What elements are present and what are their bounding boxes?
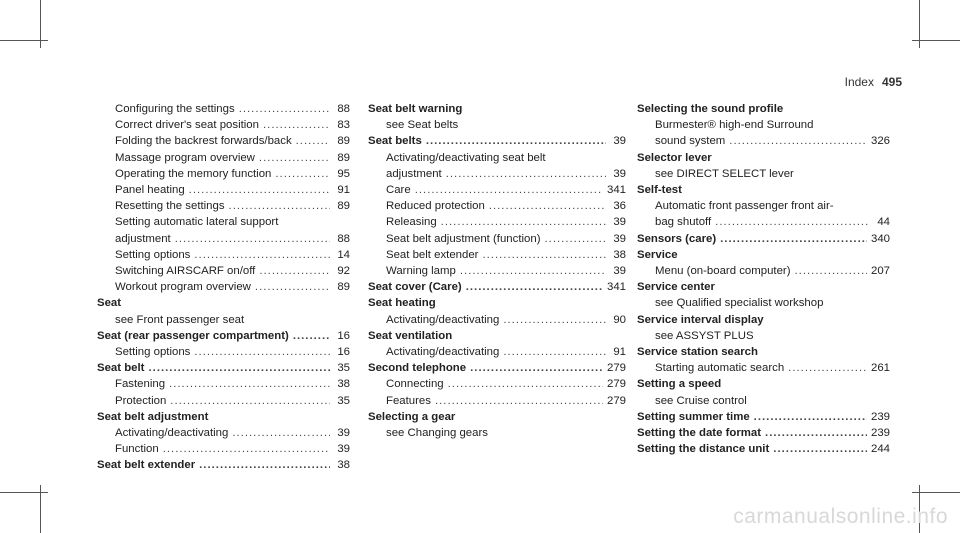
index-subentry [97, 263, 350, 279]
entry-text: Setting options [115, 248, 191, 261]
entry-text: Service interval display [637, 313, 764, 326]
index-subentry [97, 376, 350, 392]
leader-dots [795, 263, 867, 279]
index-heading [368, 409, 626, 425]
index-subentry [637, 295, 890, 311]
index-heading [637, 231, 890, 247]
entry-text: Activating/deactivating [115, 427, 229, 440]
entry-page: 207 [870, 265, 890, 278]
index-subentry [637, 198, 890, 214]
index-subentry [637, 133, 890, 149]
entry-page: 91 [337, 184, 350, 197]
index-subentry [637, 263, 890, 279]
crop-mark [0, 492, 48, 493]
entry-page: 39 [613, 135, 626, 148]
index-heading [97, 409, 350, 425]
index-subentry [97, 441, 350, 457]
entry-text: Seat [97, 297, 122, 310]
entry-page: 83 [337, 119, 350, 132]
crop-mark [0, 40, 48, 41]
entry-text: Starting automatic search [655, 362, 785, 375]
entry-page: 88 [337, 232, 350, 245]
entry-text: Panel heating [115, 184, 185, 197]
entry-page: 39 [613, 232, 626, 245]
index-subentry [97, 101, 350, 117]
index-subentry [637, 393, 890, 409]
entry-text: see DIRECT SELECT lever [655, 167, 794, 180]
entry-text: see Seat belts [386, 119, 459, 132]
entry-text: Fastening [115, 378, 166, 391]
entry-text: see Qualified specialist workshop [655, 297, 824, 310]
leader-dots [229, 198, 330, 214]
entry-page: 38 [337, 378, 350, 391]
entry-page: 279 [606, 378, 626, 391]
page-header [845, 75, 902, 89]
entry-text: Seat belts [368, 135, 422, 148]
index-subentry [97, 247, 350, 263]
entry-text: Selecting the sound profile [637, 103, 784, 115]
entry-text: Seat belt adjustment [97, 410, 209, 423]
entry-text: Seat belt adjustment (function) [386, 232, 541, 245]
leader-dots [239, 101, 330, 117]
leader-dots [194, 344, 330, 360]
entry-text: Second telephone [368, 362, 467, 375]
entry-text: see Front passenger seat [115, 313, 245, 326]
entry-page: 38 [613, 248, 626, 261]
page-number: 495 [881, 75, 902, 89]
index-subentry [97, 182, 350, 198]
entry-page: 16 [337, 346, 350, 359]
entry-text: Folding the backrest forwards/back [115, 135, 292, 148]
entry-text: Automatic front passenger front air- [655, 200, 834, 213]
leader-dots [148, 360, 330, 376]
entry-text: Function [115, 443, 159, 456]
entry-page: 92 [337, 265, 350, 278]
entry-page: 38 [337, 459, 350, 472]
watermark: carmanualsonline.info [733, 505, 948, 528]
entry-text: Operating the memory function [115, 167, 272, 180]
leader-dots [715, 214, 870, 230]
leader-dots [293, 328, 330, 344]
entry-text: Seat belt extender [386, 248, 479, 261]
entry-text: Setting automatic lateral support [115, 216, 279, 229]
index-heading [368, 360, 626, 376]
entry-page: 35 [337, 362, 350, 375]
entry-page: 39 [613, 216, 626, 229]
index-heading [637, 376, 890, 392]
entry-text: Connecting [386, 378, 444, 391]
index-subentry [368, 425, 626, 441]
entry-page: 39 [337, 427, 350, 440]
entry-page: 89 [337, 200, 350, 213]
index-subentry [637, 214, 890, 230]
entry-page: 244 [870, 443, 890, 456]
index-subentry [97, 393, 350, 409]
leader-dots [788, 360, 867, 376]
entry-text: adjustment [115, 232, 171, 245]
entry-page: 16 [337, 329, 350, 342]
entry-text: Seat cover (Care) [368, 281, 462, 294]
index-heading [637, 150, 890, 166]
index-subentry [368, 214, 626, 230]
entry-page: 239 [870, 427, 890, 440]
index-heading [637, 344, 890, 360]
entry-text: Menu (on-board computer) [655, 265, 791, 278]
index-subentry [368, 231, 626, 247]
index-subentry [97, 279, 350, 295]
entry-text: Workout program overview [115, 281, 251, 294]
leader-dots [415, 182, 603, 198]
entry-page: 261 [870, 362, 890, 375]
index-subentry [368, 247, 626, 263]
index-heading [637, 279, 890, 295]
entry-page: 341 [606, 281, 626, 294]
entry-page: 95 [337, 167, 350, 180]
index-heading [368, 133, 626, 149]
leader-dots [470, 360, 603, 376]
leader-dots [169, 376, 330, 392]
entry-page: 91 [613, 346, 626, 359]
leader-dots [448, 376, 603, 392]
leader-dots [754, 409, 867, 425]
leader-dots [199, 457, 330, 473]
index-heading [97, 295, 350, 311]
index-heading [368, 328, 626, 344]
crop-mark [912, 40, 960, 41]
entry-page: 89 [337, 135, 350, 148]
index-subentry [97, 214, 350, 230]
index-heading [637, 182, 890, 198]
index-subentry [97, 231, 350, 247]
leader-dots [441, 214, 606, 230]
leader-dots [426, 133, 606, 149]
index-column-3 [637, 101, 890, 457]
entry-page: 89 [337, 281, 350, 294]
entry-text: Seat (rear passenger compartment) [97, 329, 289, 342]
index-subentry [97, 117, 350, 133]
entry-page: 340 [870, 232, 890, 245]
index-column-1 [97, 101, 350, 474]
entry-text: Correct driver's seat position [115, 119, 259, 132]
index-subentry [368, 198, 626, 214]
entry-text: Sensors (care) [637, 232, 717, 245]
entry-page: 239 [870, 410, 890, 423]
crop-mark [912, 492, 960, 493]
entry-page: 36 [613, 200, 626, 213]
entry-text: see ASSYST PLUS [655, 329, 754, 342]
leader-dots [773, 441, 867, 457]
index-subentry [97, 425, 350, 441]
index-subentry [368, 117, 626, 133]
entry-page: 14 [337, 248, 350, 261]
entry-text: Setting the distance unit [637, 443, 770, 456]
index-subentry [637, 360, 890, 376]
leader-dots [263, 117, 330, 133]
index-subentry [637, 166, 890, 182]
entry-text: Setting options [115, 346, 191, 359]
entry-text: Service center [637, 281, 715, 294]
entry-text: Features [386, 394, 431, 407]
entry-text: Massage program overview [115, 151, 255, 164]
entry-text: bag shutoff [655, 216, 712, 229]
leader-dots [729, 133, 867, 149]
index-heading [637, 312, 890, 328]
entry-text: Burmester® high-end Surround [655, 119, 814, 132]
entry-text: Seat heating [368, 297, 436, 310]
entry-text: see Changing gears [386, 427, 488, 440]
entry-text: Service station search [637, 346, 758, 359]
entry-text: Seat ventilation [368, 329, 453, 342]
leader-dots [259, 263, 330, 279]
index-subentry [368, 263, 626, 279]
index-subentry [368, 182, 626, 198]
leader-dots [482, 247, 606, 263]
entry-page: 279 [606, 394, 626, 407]
index-heading [97, 360, 350, 376]
leader-dots [720, 231, 867, 247]
index-heading [637, 247, 890, 263]
index-heading [637, 441, 890, 457]
entry-page: 90 [613, 313, 626, 326]
index-subentry [97, 166, 350, 182]
entry-page: 44 [877, 216, 890, 229]
entry-page: 39 [613, 265, 626, 278]
entry-text: Activating/deactivating [386, 313, 500, 326]
entry-page: 35 [337, 394, 350, 407]
index-column-2 [368, 101, 626, 441]
index-subentry [368, 312, 626, 328]
leader-dots [189, 182, 330, 198]
index-subentry [97, 133, 350, 149]
entry-page: 39 [337, 443, 350, 456]
entry-text: sound system [655, 135, 726, 148]
header-label: Index [844, 75, 874, 89]
entry-text: Activating/deactivating [386, 346, 500, 359]
entry-page: 89 [337, 151, 350, 164]
entry-page: 88 [337, 103, 350, 115]
leader-dots [765, 425, 867, 441]
entry-text: Seat belt extender [97, 459, 196, 472]
entry-page: 39 [613, 167, 626, 180]
leader-dots [259, 150, 330, 166]
index-heading [637, 101, 890, 117]
leader-dots [175, 231, 330, 247]
leader-dots [255, 279, 330, 295]
index-subentry [637, 117, 890, 133]
entry-text: Reduced protection [386, 200, 485, 213]
index-subentry [368, 376, 626, 392]
index-subentry [368, 166, 626, 182]
entry-text: Selecting a gear [368, 410, 456, 423]
leader-dots [489, 198, 606, 214]
index-heading [637, 425, 890, 441]
leader-dots [170, 393, 330, 409]
entry-text: Service [637, 248, 678, 261]
entry-text: Seat belt warning [368, 103, 463, 115]
leader-dots [194, 247, 330, 263]
entry-text: see Cruise control [655, 394, 747, 407]
index-heading [368, 101, 626, 117]
leader-dots [163, 441, 330, 457]
index-subentry [97, 198, 350, 214]
leader-dots [545, 231, 607, 247]
index-subentry [97, 344, 350, 360]
entry-text: Protection [115, 394, 167, 407]
entry-text: Configuring the settings [115, 103, 235, 115]
entry-text: Self-test [637, 184, 682, 197]
entry-text: Care [386, 184, 411, 197]
leader-dots [503, 344, 606, 360]
index-heading [637, 409, 890, 425]
index-heading [97, 328, 350, 344]
entry-text: Activating/deactivating seat belt [386, 151, 546, 164]
entry-page: 341 [606, 184, 626, 197]
entry-text: Setting summer time [637, 410, 750, 423]
index-heading [368, 279, 626, 295]
entry-text: Switching AIRSCARF on/off [115, 265, 256, 278]
index-subentry [368, 344, 626, 360]
index-subentry [97, 312, 350, 328]
leader-dots [296, 133, 330, 149]
entry-text: Resetting the settings [115, 200, 225, 213]
entry-text: Setting a speed [637, 378, 722, 391]
leader-dots [503, 312, 606, 328]
entry-text: Seat belt [97, 362, 145, 375]
leader-dots [460, 263, 606, 279]
index-subentry [368, 150, 626, 166]
leader-dots [446, 166, 606, 182]
leader-dots [466, 279, 603, 295]
entry-text: adjustment [386, 167, 442, 180]
entry-text: Warning lamp [386, 265, 456, 278]
index-heading [97, 457, 350, 473]
index-subentry [637, 328, 890, 344]
index-subentry [368, 393, 626, 409]
entry-page: 279 [606, 362, 626, 375]
leader-dots [275, 166, 330, 182]
entry-text: Setting the date format [637, 427, 762, 440]
leader-dots [232, 425, 330, 441]
entry-page: 326 [870, 135, 890, 148]
entry-text: Selector lever [637, 151, 712, 164]
leader-dots [435, 393, 603, 409]
entry-text: Releasing [386, 216, 437, 229]
index-heading [368, 295, 626, 311]
index-subentry [97, 150, 350, 166]
